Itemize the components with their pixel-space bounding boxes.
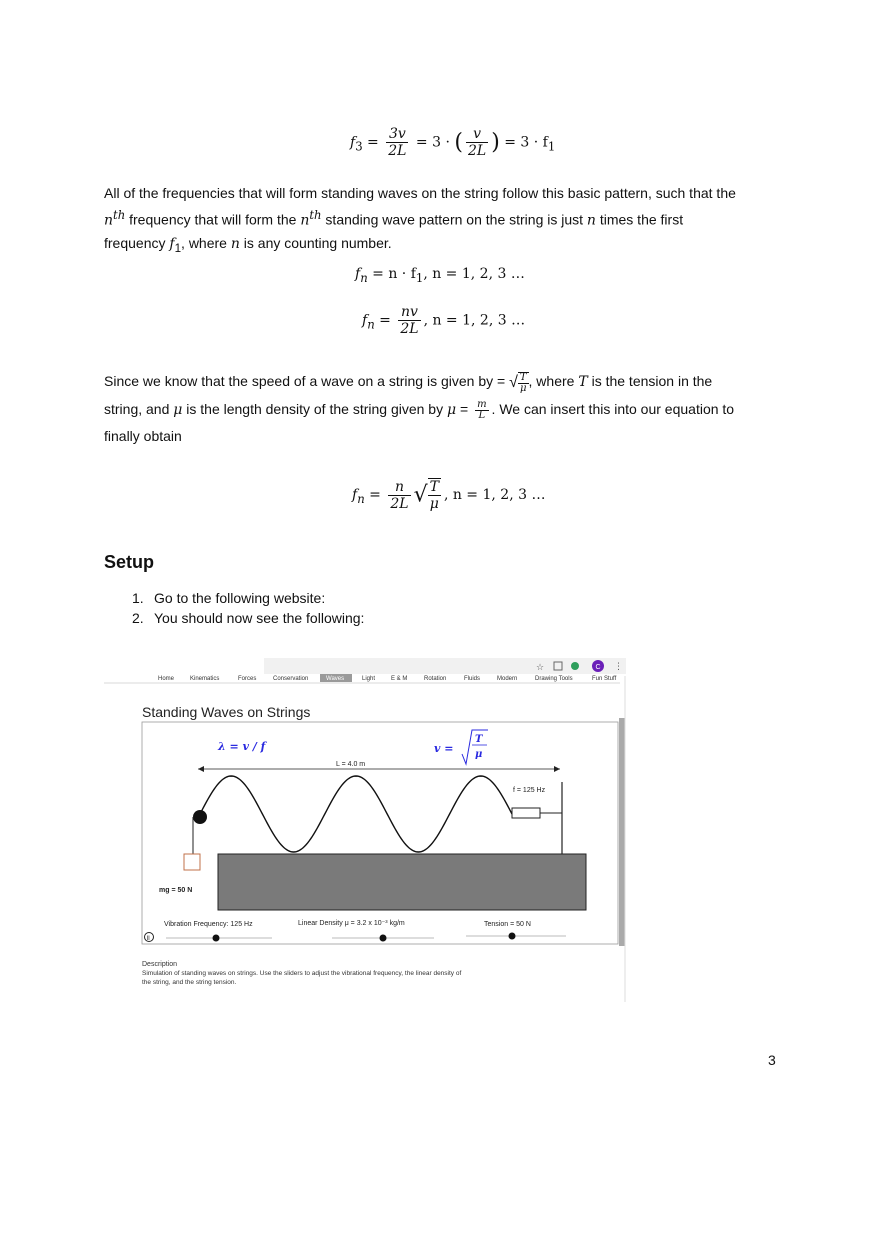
nav-fluids[interactable]: Fluids [464,676,481,682]
equation-fn-final: $f_n$ = $\frac{n}{2L}$ √ $\frac{T}{\mu}$ , n = 1, 2, 3 … [352,478,546,512]
nav-light[interactable]: Light [362,676,376,682]
equation-f3: $f_3$ = $\frac{3v}{2L}$ = 3 · ( $\frac{v}{2L}$ ) = $3 \cdot f_1$ [350,126,556,159]
nav-fun-stuff[interactable]: Fun Stuff [592,676,617,682]
equation-fn-velocity: $f_n$ = $\frac{nv}{2L}$ , n = 1, 2, 3 … [362,304,526,337]
length-label: L = 4.0 m [336,761,366,768]
frequency-label: f = 125 Hz [513,787,546,794]
sqrt-t-over-mu: √ $\frac{T}{\mu}$ [509,372,527,395]
pause-icon: II [146,936,150,942]
slider-tension-label: Tension = 50 N [484,921,531,928]
velocity-formula-num: T [475,734,483,745]
sync-icon[interactable] [571,662,579,670]
slider-tension-thumb[interactable] [509,933,516,940]
paragraph-wave-speed: Since we know that the speed of a wave on a string is given by = √ $\frac{T}{\mu}$ , where T is the tension in the string, and μ is the length density of the string given by μ = $\frac{m}{L}$ . We can insert this into our equation to finally obtain [104,368,780,449]
menu-dots-icon[interactable]: ⋮ [614,661,623,671]
mass-label: mg = 50 N [159,887,193,894]
nav-home[interactable]: Home [158,676,175,682]
list-item: 1. Go to the following website: [132,590,326,606]
nav-forces[interactable]: Forces [238,676,257,682]
nav-waves[interactable]: Waves [326,676,345,682]
slider-frequency-thumb[interactable] [213,935,220,942]
slider-frequency-label: Vibration Frequency: 125 Hz [164,921,253,928]
lambda-formula: λ = v / f [218,740,266,753]
page-number: 3 [768,1052,776,1068]
hanging-mass [184,854,200,870]
sim-frame [142,722,618,944]
star-icon[interactable]: ☆ [536,662,545,672]
section-heading-setup: Setup [104,552,155,572]
pulley [193,810,207,824]
slider-density-thumb[interactable] [380,935,387,942]
paragraph-pattern: All of the frequencies that will form standing waves on the string follow this basic pattern, such that the $n^{th}$ frequency that will form the $n^{th}$ standing wave pattern on the string is just n times the first frequency $f_1$, where n is any counting number. [104,185,736,255]
scrollbar-thumb[interactable] [619,718,625,946]
nav-em[interactable]: E & M [391,676,408,682]
nav-modern[interactable]: Modern [497,676,518,682]
sim-title: Standing Waves on Strings [142,704,311,720]
simulation-screenshot [104,656,626,1002]
description-text-1: Simulation of standing waves on strings. Use the sliders to adjust the vibrational frequency, the linear density of [142,970,462,977]
site-nav [158,674,617,682]
nav-drawing-tools[interactable]: Drawing Tools [535,676,573,682]
description-title: Description [142,961,178,968]
nav-kinematics[interactable]: Kinematics [190,676,220,682]
description-text-2: the string, and the string tension. [142,979,237,986]
equation-fn-harmonic: $f_n = n \cdot f_1$, n = 1, 2, 3 … [355,266,525,285]
nav-rotation[interactable]: Rotation [424,676,447,682]
list-item: 2. You should now see the following: [132,610,365,626]
velocity-formula-lhs: v = [434,742,454,755]
velocity-formula-den: μ [475,749,483,760]
table-block [218,854,586,910]
slider-density-label: Linear Density μ = 3.2 x 10⁻³ kg/m [298,920,405,927]
setup-steps-list [132,588,364,628]
oscillator [512,808,540,818]
nav-conservation[interactable]: Conservation [273,676,309,682]
avatar-letter: C [595,664,601,671]
